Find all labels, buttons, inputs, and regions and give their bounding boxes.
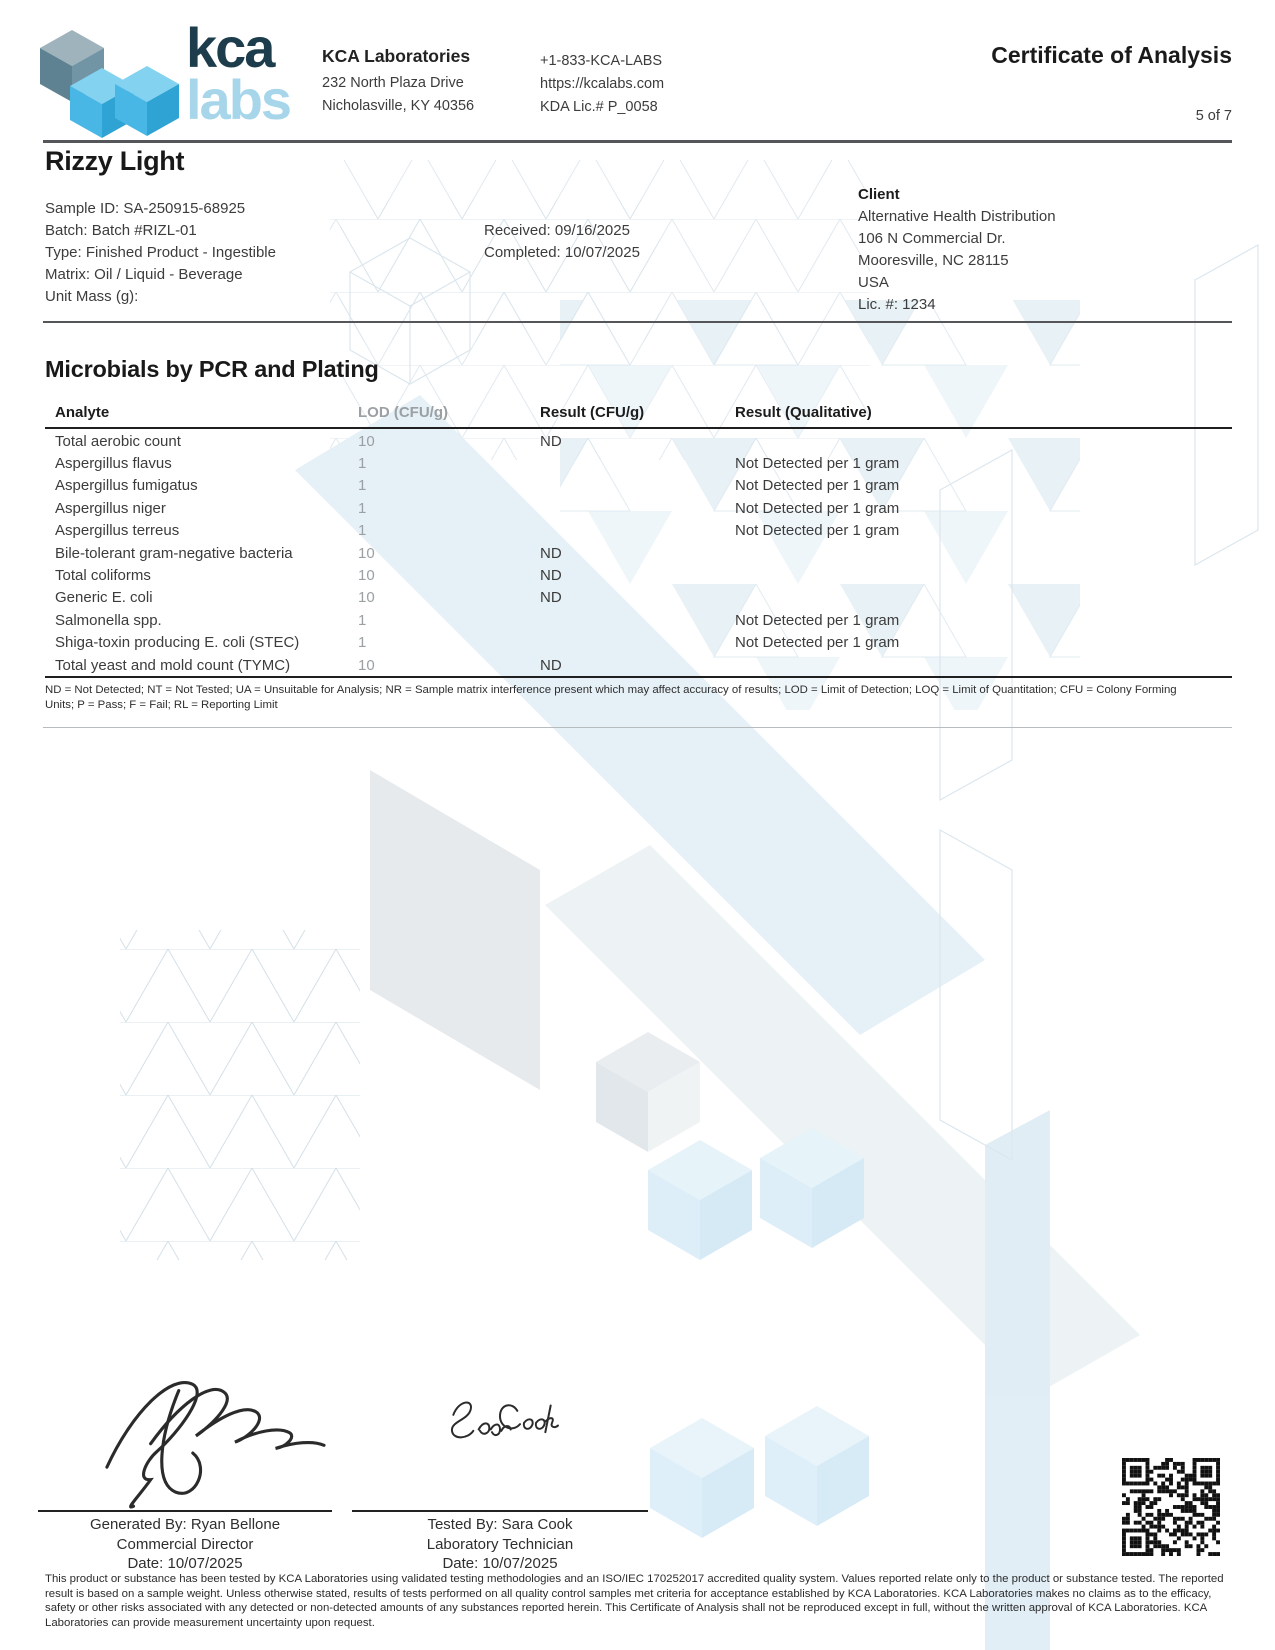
table-row	[45, 452, 1232, 474]
cell-analyte: Aspergillus fumigatus	[55, 477, 198, 495]
sample-received-date: Received: 09/16/2025	[484, 222, 630, 239]
document-title: Certificate of Analysis	[991, 42, 1232, 68]
column-header-lod: LOD (CFU/g)	[358, 404, 448, 421]
cell-lod: 1	[358, 499, 367, 517]
cell-result-qual: Not Detected per 1 gram	[735, 455, 900, 473]
table-row	[45, 587, 1232, 609]
cell-result-qual: Not Detected per 1 gram	[735, 499, 900, 517]
table-header-row	[45, 404, 1232, 421]
cell-result-qual: Not Detected per 1 gram	[735, 634, 900, 652]
client-license: Lic. #: 1234	[858, 296, 936, 313]
cell-lod: 1	[358, 522, 367, 540]
tested-by-label: Tested By: Sara Cook	[427, 1516, 573, 1533]
generated-by-label: Generated By: Ryan Bellone	[89, 1516, 281, 1533]
cell-lod: 10	[358, 589, 375, 607]
table-row	[45, 654, 1232, 676]
table-row	[45, 497, 1232, 519]
table-row	[45, 632, 1232, 654]
cell-result-cfu: ND	[540, 567, 562, 585]
client-heading: Client	[858, 186, 900, 203]
lab-phone: +1-833-KCA-LABS	[540, 53, 663, 69]
logo-text-labs: labs	[186, 68, 291, 131]
cell-lod: 10	[358, 544, 375, 562]
cell-result-qual: Not Detected per 1 gram	[735, 477, 900, 495]
column-header-analyte: Analyte	[55, 404, 110, 421]
cell-analyte: Aspergillus terreus	[55, 522, 180, 540]
microbials-table-body	[45, 430, 1232, 676]
table-header-divider	[45, 427, 1232, 429]
lab-address-line2: Nicholasville, KY 40356	[322, 98, 475, 114]
tested-by-block	[352, 1515, 648, 1574]
logo-text-kca: kca	[186, 16, 274, 79]
cell-analyte: Generic E. coli	[55, 589, 153, 607]
cell-lod: 10	[358, 567, 375, 585]
generated-by-title: Commercial Director	[116, 1535, 254, 1553]
header-divider	[43, 140, 1232, 143]
tested-by-signature-line	[352, 1510, 648, 1512]
sample-unit-mass: Unit Mass (g):	[45, 288, 139, 305]
cell-analyte: Total coliforms	[55, 567, 151, 585]
table-row	[45, 609, 1232, 631]
cell-analyte: Aspergillus flavus	[55, 455, 172, 473]
sample-batch: Batch: Batch #RIZL-01	[45, 222, 197, 239]
client-address-line2: Mooresville, NC 28115	[858, 252, 1009, 269]
tested-by-title: Laboratory Technician	[426, 1535, 574, 1553]
table-row	[45, 520, 1232, 542]
cell-result-qual: Not Detected per 1 gram	[735, 611, 900, 629]
sample-section-divider	[43, 321, 1232, 323]
cell-lod: 1	[358, 634, 367, 652]
table-footnote: ND = Not Detected; NT = Not Tested; UA = Unsuitable for Analysis; NR = Sample matrix interference present which may affect accuracy of results; LOD = Limit of Detection; LOQ = Limit of Quantitation; CFU = Colony Forming Units; P = Pass; F = Fail; RL = Reporting Limit	[45, 684, 1177, 711]
kca-cubes-logo-icon	[40, 28, 180, 140]
client-name: Alternative Health Distribution	[858, 208, 1056, 225]
page-number: 5 of 7	[1195, 108, 1232, 124]
lab-name: KCA Laboratories	[322, 46, 471, 66]
cell-analyte: Aspergillus niger	[55, 499, 166, 517]
generated-by-signature	[85, 1350, 335, 1514]
footnote-divider	[43, 727, 1232, 728]
qr-code-icon	[1122, 1458, 1220, 1556]
cell-analyte: Total aerobic count	[55, 432, 181, 450]
cell-result-cfu: ND	[540, 544, 562, 562]
generated-by-signature-line	[38, 1510, 332, 1512]
client-country: USA	[858, 274, 889, 291]
legal-disclaimer: This product or substance has been tested by KCA Laboratories using validated testing methodologies and an ISO/IEC 170252017 accredited quality system. Values reported relate only to the product or substance tested. The reported result is based on a sample weight. Unless otherwise stated, results of tests performed on all quality control samples met criteria for acceptance established by KCA Laboratories. KCA Laboratories makes no claims as to the efficacy, safety or other risks associated with any detected or non-detected amounts of any substances reported herein. This Certificate of Analysis shall not be reproduced except in full, without the written approval of KCA Laboratories. KCA Laboratories can provide measurement uncertainty upon request.	[45, 1573, 1224, 1629]
cell-result-cfu: ND	[540, 656, 562, 674]
sample-id: Sample ID: SA-250915-68925	[45, 200, 246, 217]
lab-license: KDA Lic.# P_0058	[540, 99, 658, 115]
cell-lod: 10	[358, 432, 375, 450]
cell-analyte: Bile-tolerant gram-negative bacteria	[55, 544, 293, 562]
lab-address-line1: 232 North Plaza Drive	[322, 75, 464, 91]
cell-analyte: Total yeast and mold count (TYMC)	[55, 656, 291, 674]
cell-result-qual: Not Detected per 1 gram	[735, 522, 900, 540]
cell-analyte: Salmonella spp.	[55, 611, 162, 629]
client-address-line1: 106 N Commercial Dr.	[858, 230, 1006, 247]
table-bottom-divider	[45, 676, 1232, 678]
cell-lod: 10	[358, 656, 375, 674]
generated-by-date: Date: 10/07/2025	[127, 1555, 243, 1572]
table-row	[45, 542, 1232, 564]
section-title-microbials: Microbials by PCR and Plating	[45, 356, 379, 382]
sample-type: Type: Finished Product - Ingestible	[45, 244, 276, 261]
cell-analyte: Shiga-toxin producing E. coli (STEC)	[55, 634, 300, 652]
table-row	[45, 475, 1232, 497]
cell-lod: 1	[358, 455, 367, 473]
cell-result-cfu: ND	[540, 432, 562, 450]
cell-lod: 1	[358, 611, 367, 629]
sample-matrix: Matrix: Oil / Liquid - Beverage	[45, 266, 243, 283]
lab-website: https://kcalabs.com	[540, 76, 665, 92]
tested-by-signature	[432, 1392, 572, 1459]
column-header-result-cfu: Result (CFU/g)	[540, 404, 645, 421]
product-name: Rizzy Light	[45, 146, 185, 176]
sample-completed-date: Completed: 10/07/2025	[484, 244, 640, 261]
table-row	[45, 564, 1232, 586]
generated-by-block	[38, 1515, 332, 1574]
cell-lod: 1	[358, 477, 367, 495]
cell-result-cfu: ND	[540, 589, 562, 607]
column-header-result-qualitative: Result (Qualitative)	[735, 404, 872, 421]
table-row	[45, 430, 1232, 452]
tested-by-date: Date: 10/07/2025	[442, 1555, 558, 1572]
logo-wordmark	[186, 16, 291, 131]
